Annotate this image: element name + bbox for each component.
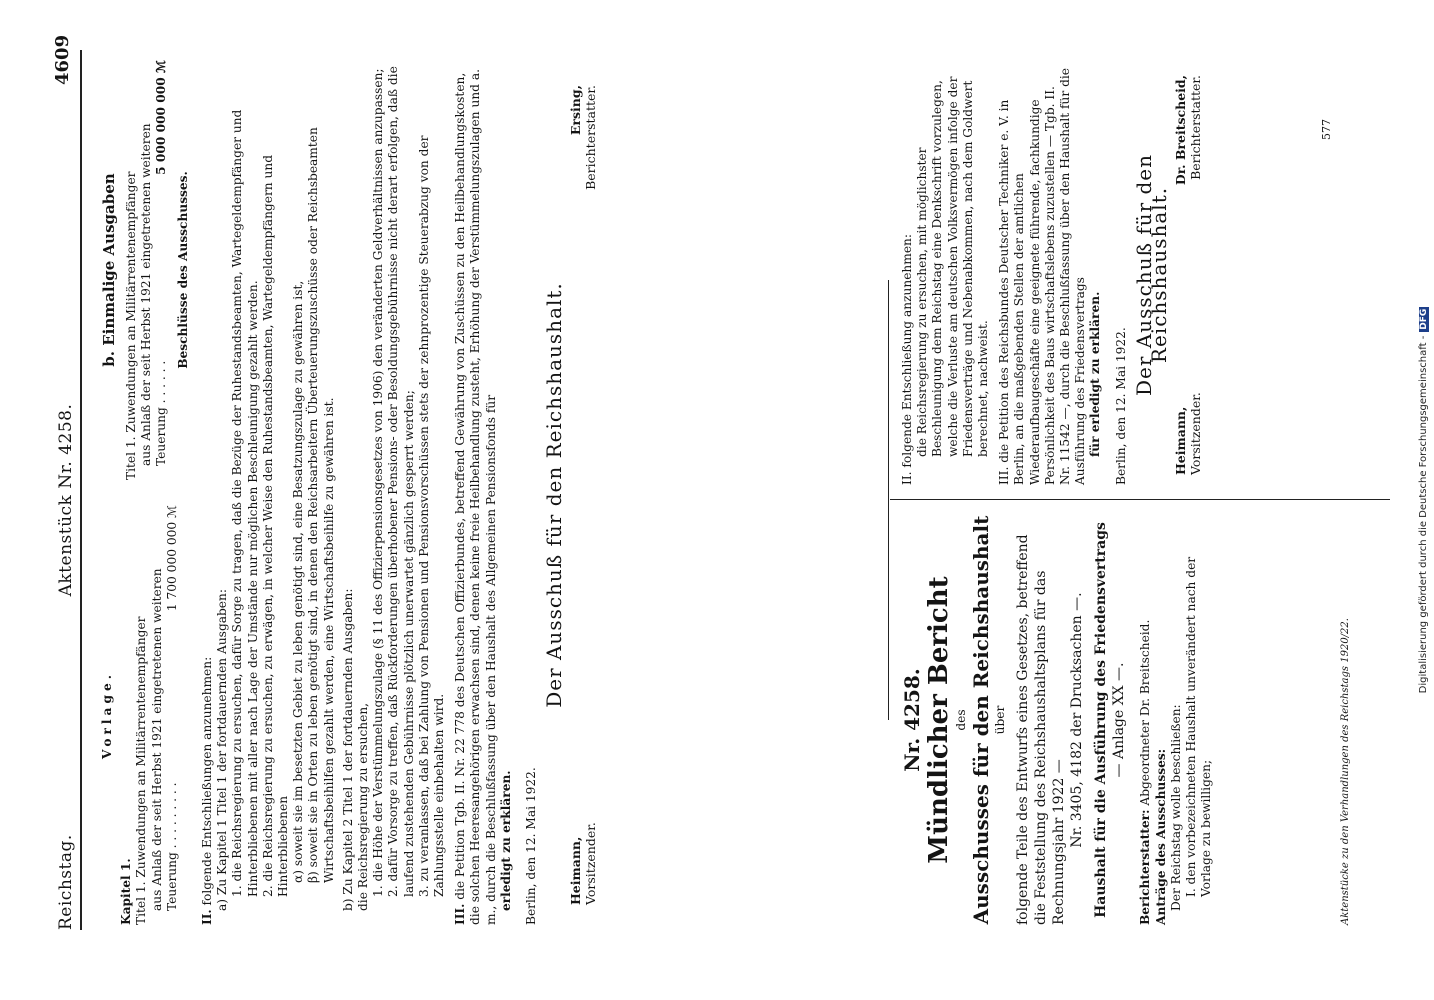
bottom-page-number: 577	[1320, 119, 1333, 140]
section-ii-b2: 2. dafür Vorsorge zu treffen, daß Rückforderungen überhobener Pensions- oder Besoldungsgebührnisse nicht derart erfolgen, daß die laufend zustehenden Gebührnisse plötzlich unerwartet gänzlich gesperrt werden;	[386, 66, 416, 897]
right-iii-prefix: III.	[997, 466, 1012, 485]
report-body-1: folgende Teile des Entwurfs eines Gesetzes, betreffend die Feststellung des Reichshaushaltsplans für das Rechnungsjahr 1922 —	[1015, 534, 1068, 925]
titel-line-3	[165, 505, 180, 925]
right-ii-intro: folgende Entschließung anzunehmen:	[900, 233, 914, 468]
signature-left	[568, 822, 598, 905]
digitization-note	[1418, 0, 1429, 1000]
right-iii-end: für erledigt zu erklären.	[1088, 291, 1103, 457]
report-antraege: Anträge des Ausschusses:	[1153, 748, 1168, 925]
report-berichterstatter	[1138, 515, 1153, 925]
einmalige-amount: 5 000 000 000 ℳ	[154, 60, 169, 175]
signature-right-role: Berichterstatter.	[583, 85, 599, 190]
right-signature-right	[1173, 75, 1203, 185]
titel-line-2: aus Anlaß der seit Herbst 1921 eingetretenen weiteren	[149, 568, 164, 911]
section-ii-a1: 1. die Reichsregierung zu ersuchen, dafür Sorge zu tragen, daß die Bezüge der Ruhestandsbeamten, Wartegeldempfänger und Hinterbliebenen mit aller nach Lage der Umstände nur möglichen Beschleunigung gezahlt werden.	[230, 109, 260, 897]
titel-line-1	[134, 505, 149, 925]
titel-text-3: Teuerung . . . . . . . . .	[164, 782, 179, 911]
titel-text-1: Zuwendungen an Militärrentenempfänger	[134, 616, 149, 878]
page-number: 4609	[52, 34, 73, 85]
report-title-2: Ausschusses für den Reichshaushalt	[969, 515, 994, 925]
section-ii-prefix: II.	[200, 909, 214, 925]
section-ausschuss: Der Ausschuß für den Reichshaushalt.	[542, 282, 567, 708]
section-iii-end: erledigt zu erklären.	[498, 770, 513, 911]
right-iii-text: die Petition des Reichsbundes Deutscher Techniker e. V. in Berlin, an die maßgebenden Stellen der amtlichen Wiederaufbaugeschäfte eine geeignete führende, fachkundige Persönlichkeit des Baus wirtschaftslebens zuzustellen — Tgb. II. Nr. 11542 —, durch die Beschlußfassung über den Haushalt für die Ausführung des Friedensvertrags	[997, 68, 1088, 485]
right-signatures	[1173, 65, 1203, 485]
header-left: Reichstag.	[56, 834, 76, 930]
signature-left-name: Heimann,	[568, 836, 584, 905]
report-number: Nr. 4258.	[900, 668, 924, 772]
right-ii	[900, 65, 915, 485]
section-divider	[888, 280, 889, 720]
vorlage-block	[100, 505, 180, 925]
dfg-logo: DFG	[1419, 308, 1429, 330]
section-ii-intro	[200, 65, 215, 925]
right-signature-left-name: Heimann,	[1173, 406, 1189, 475]
section-ii-a2-beta: β) soweit sie in Orten zu leben genötigt sind, in denen den Reichsarbeitern Überteuerungszuschüsse oder Reichsbeamten Wirtschaftsbeihilfen gezahlt werden, eine Wirtschaftsbeihilfe zu gewähren ist.	[306, 127, 336, 883]
einmalige-heading: b. Einmalige Ausgaben	[100, 173, 118, 367]
right-signature-left-role: Vorsitzender.	[1188, 392, 1204, 475]
report-anlage: — Anlage XX —.	[1111, 662, 1128, 778]
einmalige-line-1: Titel 1. Zuwendungen an Militärrentenempfänger	[124, 171, 138, 480]
footnote: Aktenstücke zu den Verhandlungen des Reichstags 1920/22.	[1340, 618, 1351, 925]
report-antrag-i: I. den vorbezeichneten Haushalt unverändert nach der Vorlage zu bewilligen;	[1184, 556, 1214, 897]
einmalige-block	[100, 60, 191, 480]
report-block	[900, 515, 1214, 925]
section-signatures	[568, 65, 598, 925]
section-ii-b-intro: die Reichsregierung zu ersuchen,	[356, 702, 371, 911]
report-body-2: Nr. 3405, 4182 der Drucksachen —.	[1069, 592, 1086, 848]
einmalige-line-2: aus Anlaß der seit Herbst 1921 eingetretenen weiteren	[139, 123, 154, 466]
right-signature-right-name: Dr. Breitscheid,	[1173, 75, 1189, 186]
section-ii-a2-alpha: α) soweit sie im besetzten Gebiet zu leben genötigt sind, eine Besatzungszulage zu gewähren ist,	[291, 280, 306, 883]
right-iii	[997, 65, 1088, 485]
right-date: Berlin, den 12. Mai 1922.	[1113, 327, 1128, 485]
right-signature-right-role: Berichterstatter.	[1188, 75, 1204, 180]
section-iii-prefix: III.	[453, 903, 468, 925]
digitization-note-text: Digitalisierung gefördert durch die Deutsche Forschungsgemeinschaft -	[1418, 335, 1429, 694]
signature-left-role: Vorsitzender.	[583, 822, 599, 905]
report-sub: Haushalt für die Ausführung des Friedensvertrags	[1093, 522, 1110, 918]
section-ii-intro-text: folgende Entschließungen anzunehmen:	[200, 656, 214, 906]
section-ii-a2: 2. die Reichsregierung zu ersuchen, zu erwägen, in welcher Weise den Ruhestandsbeamten, Wartegeldempfängern und Hinterbliebenen	[260, 155, 291, 897]
report-berichterstatter-label: Berichterstatter:	[1138, 809, 1153, 925]
section-ii-b-label: b) Zu Kapitel 2 Titel 1 der fortdauernden Ausgaben:	[340, 588, 355, 911]
titel-amount: 1 700 000 000 ℳ	[164, 505, 179, 612]
right-signature-left	[1173, 392, 1203, 475]
einmalige-text-3: Teuerung . . . . . .	[154, 360, 169, 466]
section-date: Berlin, den 12. Mai 1922.	[524, 767, 539, 925]
right-ii-prefix: II.	[900, 471, 914, 485]
column-divider	[890, 499, 1390, 500]
vorlage-heading: Vorlage.	[100, 671, 114, 759]
report-des: des	[954, 709, 968, 731]
beschluesse-heading: Beschlüsse des Ausschusses.	[175, 171, 190, 369]
section-iii	[453, 65, 499, 925]
header-title: Aktenstück Nr. 4258.	[56, 403, 76, 597]
section-iii-text: die Petition Tgb. II. Nr. 22 778 des Deutschen Offizierbundes, betreffend Gewährung von Zuschüssen zu den Heilbehandlungskosten, die solchen Heeresangehörigen erwachsen sind, denen keine freie Heilbehandlung zusteht, Erhöhung der Verstümmelungszulagen und a. m., durch die Beschlußfassung über den Haushalt des Allgemeinen Pensionsfonds für	[453, 69, 498, 925]
signature-right-name: Ersing,	[568, 85, 584, 136]
report-ueber: über	[993, 705, 1008, 735]
header-rule	[80, 50, 82, 930]
section-ii-block	[200, 65, 598, 925]
right-ausschuss: Der Ausschuß für den Reichshaushalt.	[1131, 153, 1172, 397]
right-ii-text: die Reichsregierung zu ersuchen, mit möglichster Beschleunigung dem Reichstag eine Denkschrift vorzulegen, welche die Verluste am deutschen Volksvermögen infolge der Friedensverträge und Nebenabkommen, nach dem Goldwert berechnet, nachweist.	[915, 76, 991, 457]
report-antraege-intro: Der Reichstag wolle beschließen:	[1168, 704, 1183, 911]
einmalige-line-3	[154, 60, 169, 480]
report-berichterstatter-name: Abgeordneter Dr. Breitscheid.	[1138, 619, 1153, 806]
section-ii-b3: 3. zu veranlassen, daß bei Zahlung von Pensionen und Pensionsvorschüssen stets der zehnprozentige Steuerabzug von der Zahlungsstelle einbehalten wird.	[416, 135, 447, 897]
titel-label: Titel 1.	[134, 881, 149, 925]
report-title: Mündlicher Bericht	[924, 576, 954, 864]
signature-right	[568, 85, 598, 190]
section-ii-a-label: a) Zu Kapitel 1 Titel 1 der fortdauernden Ausgaben:	[215, 589, 230, 911]
kapitel-heading: Kapitel 1.	[119, 858, 134, 925]
section-ii-b1: 1. die Höhe der Verstümmelungszulage (§ 11 des Offizierpensionsgesetzes von 1906) den veränderten Geldverhältnissen anzupassen;	[371, 68, 386, 897]
right-block	[900, 65, 1203, 485]
